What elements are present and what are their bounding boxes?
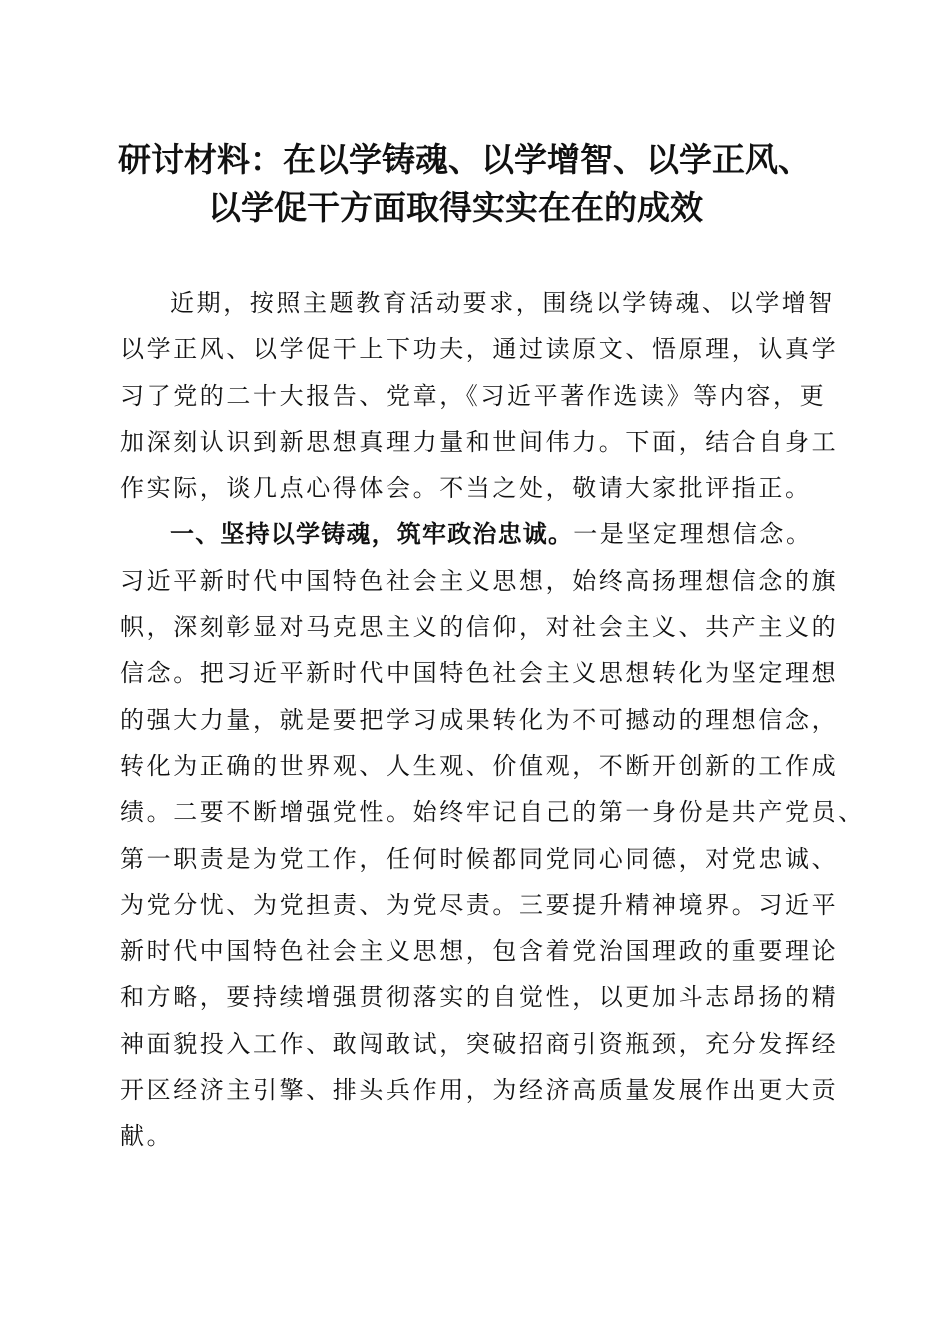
section-1-line: 和方略，要持续增强贯彻落实的自觉性，以更加斗志昂扬的精: [120, 983, 839, 1012]
section-1-line: 帜，深刻彰显对马克思主义的信仰，对社会主义、共产主义的: [120, 613, 839, 642]
section-1-line: 献。: [120, 1122, 174, 1151]
intro-line: 以学正风、以学促干上下功夫，通过读原文、悟原理，认真学: [120, 335, 839, 364]
section-1-first-line: [120, 511, 830, 557]
section-1-line: 的强大力量，就是要把学习成果转化为不可撼动的理想信念，: [120, 705, 839, 734]
section-1-line: 开区经济主引擎、排头兵作用，为经济高质量发展作出更大贡: [120, 1076, 839, 1105]
intro-line: 近期，按照主题教育活动要求，围绕以学铸魂、以学增智: [170, 289, 835, 317]
section-1-line: 绩。二要不断增强党性。始终牢记自己的第一身份是共产党员、: [120, 798, 865, 827]
section-1-line: 习近平新时代中国特色社会主义思想，始终高扬理想信念的旗: [120, 566, 839, 595]
section-1-line: 新时代中国特色社会主义思想，包含着党治国理政的重要理论: [120, 937, 839, 966]
section-1-line: 信念。把习近平新时代中国特色社会主义思想转化为坚定理想: [120, 659, 839, 688]
intro-line: 习了党的二十大报告、党章，《习近平著作选读》等内容，更: [120, 381, 827, 410]
section-1-line: 神面貌投入工作、敢闯敢试，突破招商引资瓶颈，充分发挥经: [120, 1029, 839, 1058]
document-title: [110, 136, 850, 232]
title-line-2: 以学促干方面取得实实在在的成效: [208, 188, 703, 227]
document-body: [120, 280, 865, 1160]
title-line-1: 研讨材料：在以学铸魂、以学增智、以学正风、: [118, 140, 811, 179]
section-1-first-line-text: 一是坚定理想信念。: [573, 520, 813, 549]
section-1-line: 为党分忧、为党担责、为党尽责。三要提升精神境界。习近平: [120, 890, 839, 919]
intro-line: 作实际，谈几点心得体会。不当之处，敬请大家批评指正。: [120, 474, 812, 503]
section-1-line: 第一职责是为党工作，任何时候都同党同心同德，对党忠诚、: [120, 844, 839, 873]
section-1-heading: 一、坚持以学铸魂，筑牢政治忠诚。: [170, 520, 574, 549]
section-1-line: 转化为正确的世界观、人生观、价值观，不断开创新的工作成: [120, 751, 839, 780]
intro-line: 加深刻认识到新思想真理力量和世间伟力。下面，结合自身工: [120, 427, 839, 456]
